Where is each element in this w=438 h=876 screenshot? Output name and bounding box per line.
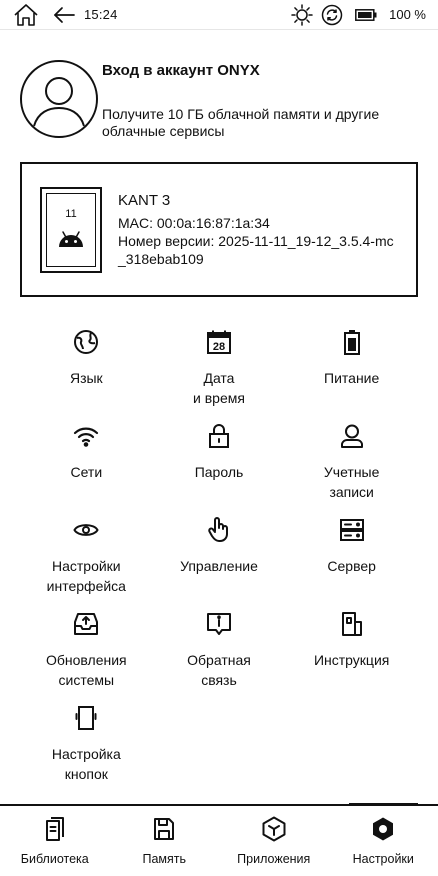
calendar-icon [205, 328, 233, 356]
server-icon [338, 516, 366, 544]
nav-storage[interactable] [110, 806, 220, 876]
setting-language[interactable] [20, 320, 153, 414]
device-name: KANT 3 [118, 191, 171, 209]
setting-label: Пароль [194, 464, 244, 480]
setting-label: Обновления системы [46, 652, 127, 688]
setting-power[interactable] [285, 320, 418, 414]
setting-accounts[interactable] [285, 414, 418, 508]
account-title: Вход в аккаунт ONYX [102, 62, 260, 79]
wifi-icon [72, 422, 100, 450]
setting-label: Инструкция [313, 652, 390, 668]
bottom-navigation [0, 804, 438, 876]
device-image-version: 11 [65, 207, 77, 220]
setting-label: Учетные записи [323, 464, 380, 500]
calendar-day: 28 [212, 341, 226, 353]
setting-interface[interactable] [20, 508, 153, 602]
clock: 15:24 [84, 7, 118, 22]
account-login[interactable] [20, 60, 420, 150]
setting-feedback[interactable] [153, 602, 286, 696]
feedback-icon [205, 610, 233, 638]
apps-icon [261, 816, 287, 842]
hand-icon [205, 516, 233, 544]
device-version-suffix: _318ebab109 [118, 250, 204, 267]
setting-label: Дата и время [193, 370, 245, 406]
status-bar [0, 0, 438, 30]
setting-control[interactable] [153, 508, 286, 602]
device-screen [46, 193, 96, 267]
setting-label: Настройки интерфейса [46, 558, 126, 594]
setting-label: Язык [69, 370, 103, 386]
device-version: Номер версии: 2025-11-11_19-12_3.5.4-mc [118, 232, 394, 249]
nav-apps[interactable] [219, 806, 329, 876]
device-mac: MAC: 00:0a:16:87:1a:34 [118, 214, 270, 231]
battery-percent: 100 % [389, 7, 426, 22]
settings-icon [370, 816, 396, 842]
globe-icon [72, 328, 100, 356]
eye-icon [72, 516, 100, 544]
setting-date-time[interactable] [153, 320, 286, 414]
setting-label: Сервер [327, 558, 376, 574]
update-icon [72, 610, 100, 638]
account-description: Получите 10 ГБ облачной памяти и другие облачные сервисы [102, 106, 380, 139]
settings-grid [20, 320, 418, 790]
setting-manual[interactable] [285, 602, 418, 696]
setting-password[interactable] [153, 414, 286, 508]
setting-label: Управление [180, 558, 258, 574]
nav-label: Библиотека [20, 852, 89, 866]
account-text [102, 60, 402, 140]
setting-buttons[interactable] [20, 696, 153, 790]
setting-label: Обратная связь [187, 652, 251, 688]
sync-icon[interactable] [321, 4, 343, 26]
device-info-card[interactable] [20, 162, 418, 297]
library-icon [42, 816, 68, 842]
user-icon [338, 422, 366, 450]
status-icons [291, 4, 426, 26]
nav-settings[interactable] [329, 806, 438, 876]
nav-label: Приложения [237, 852, 311, 866]
avatar[interactable] [20, 60, 98, 138]
device-details [118, 192, 394, 268]
setting-network[interactable] [20, 414, 153, 508]
lock-icon [205, 422, 233, 450]
nav-library[interactable] [0, 806, 110, 876]
setting-server[interactable] [285, 508, 418, 602]
back-arrow-icon[interactable] [50, 1, 78, 29]
device-image [40, 187, 102, 273]
button-settings-icon [72, 704, 100, 732]
setting-label: Сети [70, 464, 103, 480]
setting-label: Питание [324, 370, 380, 386]
setting-label: Настройка кнопок [51, 746, 121, 782]
brightness-icon[interactable] [291, 4, 313, 26]
manual-icon [338, 610, 366, 638]
setting-system-update[interactable] [20, 602, 153, 696]
nav-label: Настройки [352, 852, 414, 866]
nav-label: Память [142, 852, 187, 866]
home-icon[interactable] [12, 1, 40, 29]
battery-icon [355, 9, 377, 21]
android-icon [56, 228, 86, 248]
battery-icon [338, 328, 366, 356]
storage-icon [151, 816, 177, 842]
